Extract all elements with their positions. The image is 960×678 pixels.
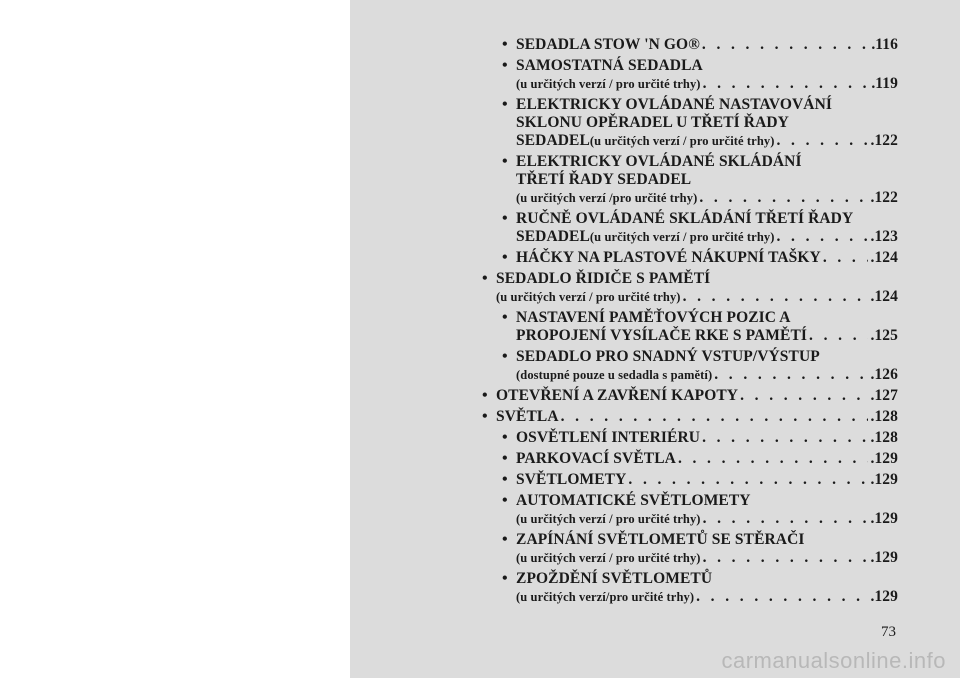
dot-leader [678, 450, 869, 468]
toc-line [516, 75, 898, 93]
toc-subtitle: (dostupné pouze u sedadla s pamětí) [516, 368, 713, 382]
toc-line [516, 531, 898, 549]
toc-title: SKLONU OPĚRADEL U TŘETÍ ŘADY [516, 114, 789, 131]
dot-leader [683, 288, 869, 306]
toc-subtitle: (u určitých verzí / pro určité trhy) [516, 512, 701, 526]
toc-line [516, 153, 898, 171]
toc-title: PARKOVACÍ SVĚTLA [516, 450, 676, 467]
toc-entry[interactable] [478, 492, 898, 528]
toc-page-number[interactable]: .122 [870, 132, 898, 149]
toc-line [516, 114, 898, 132]
toc-title: SEDADEL [516, 228, 590, 245]
dot-leader [703, 549, 869, 567]
bullet-icon: • [502, 492, 508, 509]
toc-title: PROPOJENÍ VYSÍLAČE RKE S PAMĚTÍ [516, 327, 808, 344]
toc-line [516, 171, 898, 189]
dot-leader [823, 249, 869, 267]
toc-line [516, 96, 898, 114]
toc-title: SAMOSTATNÁ SEDADLA [516, 57, 703, 74]
dot-leader [699, 189, 868, 207]
toc-entry[interactable] [478, 450, 898, 468]
toc-title: RUČNĚ OVLÁDANÉ SKLÁDÁNÍ TŘETÍ ŘADY [516, 210, 854, 227]
toc-subtitle: (u určitých verzí /pro určité trhy) [516, 191, 698, 205]
toc-page-number[interactable]: .124 [870, 249, 898, 266]
toc-line [516, 228, 898, 246]
toc-line [516, 327, 898, 345]
toc-entry[interactable] [478, 471, 898, 489]
bullet-icon: • [502, 450, 508, 467]
toc-line [496, 288, 898, 306]
toc-title: ZPOŽDĚNÍ SVĚTLOMETŮ [516, 570, 713, 587]
dot-leader [628, 471, 868, 489]
bullet-icon: • [502, 429, 508, 446]
toc-line [516, 189, 898, 207]
toc-subtitle: (u určitých verzí / pro určité trhy) [589, 134, 775, 148]
toc-page-number[interactable]: .123 [870, 228, 898, 245]
toc-subtitle: (u určitých verzí / pro určité trhy) [516, 551, 701, 565]
watermark: carmanualsonline.info [721, 648, 946, 673]
toc-page-number[interactable]: .125 [870, 327, 898, 344]
toc-entry[interactable] [478, 153, 898, 207]
toc-line [516, 210, 898, 228]
toc-line [516, 309, 898, 327]
toc-page-number[interactable]: .128 [870, 408, 898, 425]
toc-subtitle: (u určitých verzí / pro určité trhy) [516, 77, 701, 91]
bullet-icon: • [482, 408, 488, 425]
toc-title: AUTOMATICKÉ SVĚTLOMETY [516, 492, 751, 509]
toc-entry[interactable] [478, 36, 898, 54]
toc-line [516, 492, 898, 510]
toc-page-number[interactable]: .126 [870, 366, 898, 383]
document-page [350, 0, 960, 678]
left-margin [0, 0, 350, 678]
toc-line [516, 366, 898, 384]
toc-subtitle: (u určitých verzí / pro určité trhy) [589, 230, 775, 244]
toc-line [516, 132, 898, 150]
toc-title: HÁČKY NA PLASTOVÉ NÁKUPNÍ TAŠKY [516, 249, 821, 266]
toc-entry[interactable] [478, 309, 898, 345]
toc-line [496, 408, 898, 426]
toc-page-number[interactable]: .119 [871, 75, 898, 92]
toc-line [516, 429, 898, 447]
dot-leader [714, 366, 868, 384]
toc-page-number[interactable]: .129 [870, 549, 898, 566]
bullet-icon: • [502, 471, 508, 488]
toc-title: ELEKTRICKY OVLÁDANÉ NASTAVOVÁNÍ [516, 96, 832, 113]
toc-entry[interactable] [478, 57, 898, 93]
toc-page-number[interactable]: .124 [870, 288, 898, 305]
dot-leader [561, 408, 869, 426]
bullet-icon: • [502, 36, 508, 53]
toc-entry[interactable] [478, 270, 898, 306]
toc-page-number[interactable]: .129 [870, 471, 898, 488]
toc-entry[interactable] [478, 348, 898, 384]
dot-leader [809, 327, 868, 345]
toc-title: NASTAVENÍ PAMĚŤOVÝCH POZIC A [516, 309, 791, 326]
toc-entry[interactable] [478, 249, 898, 267]
bullet-icon: • [502, 570, 508, 587]
toc-entry[interactable] [478, 96, 898, 150]
toc-line [516, 471, 898, 489]
toc-line [516, 588, 898, 606]
toc-line [516, 36, 898, 54]
bullet-icon: • [502, 531, 508, 548]
toc-subtitle: (u určitých verzí/pro určité trhy) [516, 590, 695, 604]
toc-line [516, 570, 898, 588]
toc-line [516, 450, 898, 468]
bullet-icon: • [502, 153, 508, 170]
toc-page-number[interactable]: .129 [870, 450, 898, 467]
toc-line [496, 387, 898, 405]
bullet-icon: • [502, 210, 508, 227]
toc-title: SEDADEL [516, 132, 590, 149]
toc-line [516, 249, 898, 267]
toc-title: SVĚTLA [496, 408, 559, 425]
dot-leader [702, 36, 869, 54]
bullet-icon: • [502, 309, 508, 326]
toc-page-number[interactable]: .116 [871, 36, 898, 53]
bullet-icon: • [502, 57, 508, 74]
toc-title: OSVĚTLENÍ INTERIÉRU [516, 429, 701, 446]
table-of-contents [478, 36, 898, 609]
toc-title: SVĚTLOMETY [516, 471, 627, 488]
toc-entry[interactable] [478, 408, 898, 426]
toc-entry[interactable] [478, 210, 898, 246]
toc-line [516, 348, 898, 366]
toc-entry[interactable] [478, 570, 898, 606]
dot-leader [740, 387, 868, 405]
toc-title: OTEVŘENÍ A ZAVŘENÍ KAPOTY [496, 387, 739, 404]
dot-leader [703, 510, 869, 528]
toc-entry[interactable] [478, 531, 898, 567]
bullet-icon: • [502, 249, 508, 266]
toc-entry[interactable] [478, 429, 898, 447]
dot-leader [777, 228, 869, 246]
bullet-icon: • [482, 387, 488, 404]
toc-page-number[interactable]: .128 [870, 429, 898, 446]
toc-title: TŘETÍ ŘADY SEDADEL [516, 171, 692, 188]
toc-entry[interactable] [478, 387, 898, 405]
toc-title: SEDADLO PRO SNADNÝ VSTUP/VÝSTUP [516, 348, 820, 365]
toc-line [496, 270, 898, 288]
toc-subtitle: (u určitých verzí / pro určité trhy) [496, 290, 681, 304]
toc-title: ELEKTRICKY OVLÁDANÉ SKLÁDÁNÍ [516, 153, 802, 170]
toc-page-number[interactable]: .129 [870, 510, 898, 527]
dot-leader [702, 429, 868, 447]
toc-title: SEDADLO ŘIDIČE S PAMĚTÍ [496, 270, 711, 287]
dot-leader [703, 75, 870, 93]
toc-line [516, 510, 898, 528]
bullet-icon: • [482, 270, 488, 287]
page-number: 73 [881, 624, 896, 640]
bullet-icon: • [502, 348, 508, 365]
dot-leader [696, 588, 868, 606]
toc-line [516, 549, 898, 567]
dot-leader [777, 132, 869, 150]
toc-page-number[interactable]: .122 [870, 189, 898, 206]
toc-title: ZAPÍNÁNÍ SVĚTLOMETŮ SE STĚRAČI [516, 531, 805, 548]
toc-title: SEDADLA STOW 'N GO® [516, 36, 700, 53]
toc-page-number[interactable]: .129 [870, 588, 898, 605]
toc-page-number[interactable]: .127 [870, 387, 898, 404]
bullet-icon: • [502, 96, 508, 113]
toc-line [516, 57, 898, 75]
